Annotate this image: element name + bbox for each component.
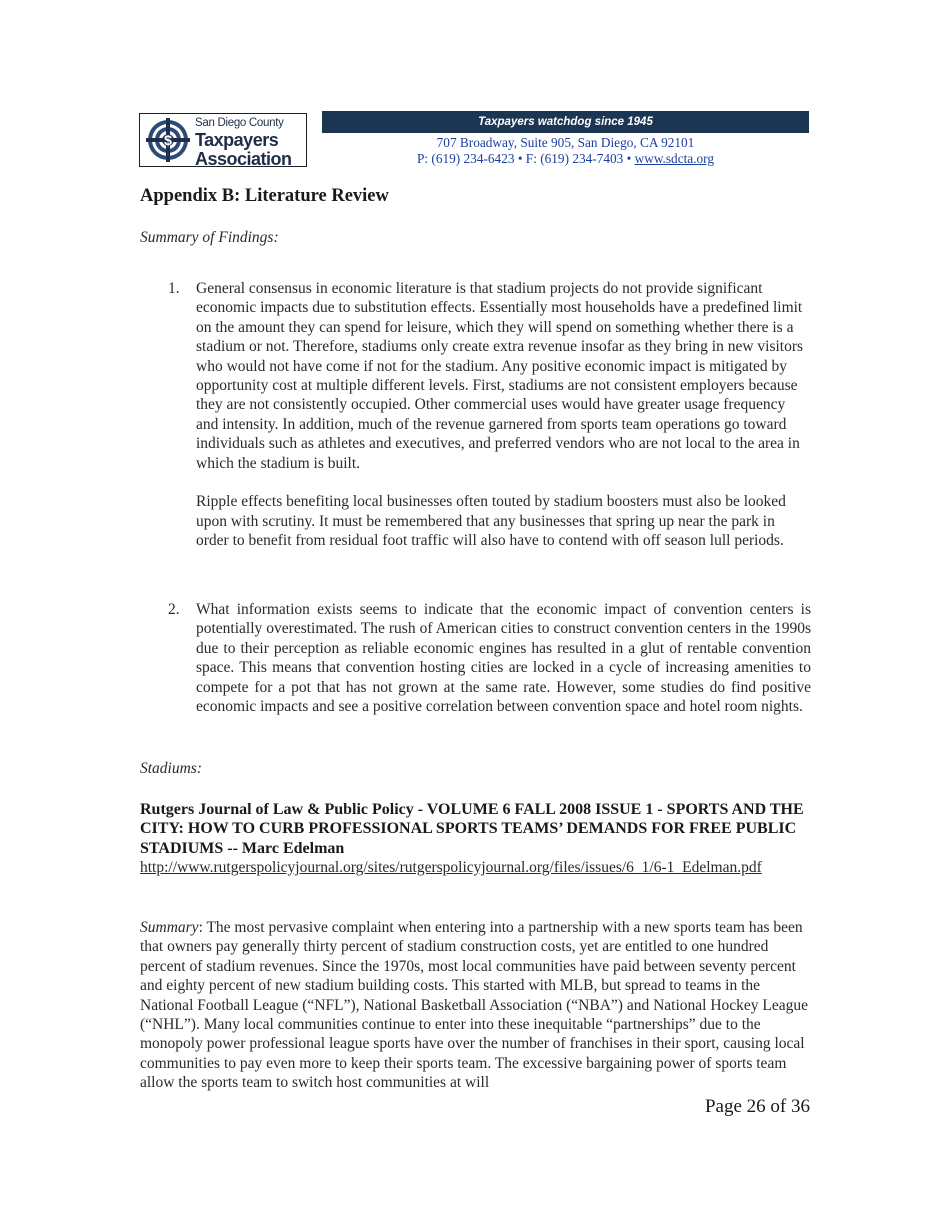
address-line: 707 Broadway, Suite 905, San Diego, CA 92101	[436, 135, 695, 150]
website-link[interactable]: www.sdcta.org	[634, 150, 715, 166]
summary-of-findings-heading: Summary of Findings:	[140, 229, 279, 246]
summary-label: Summary	[140, 919, 199, 936]
article-url-link[interactable]: http://www.rutgerspolicyjournal.org/sites/rutgerspolicyjournal.org/files/issues/6_1/6-1_Edelman.pdf	[140, 859, 762, 876]
logo-line-2: Taxpayers	[195, 129, 279, 150]
finding-paragraph: General consensus in economic literature is that stadium projects do not provide significant economic impacts due to substitution effects. Essentially most households have a predefined limit on the amount they can spend for leisure, which they will spend on something whether there is a stadium or not. Therefore, stadiums only create extra revenue insofar as they bring in new visitors who would not have come if not for the stadium. Any positive economic impact is mitigated by opportunity cost at multiple different levels. First, stadiums are not consistent employers because they are not consistently occupied. Other commercial uses would have greater usage frequency and intensity. In addition, much of the revenue garnered from sports team operations go toward individuals such as athletes and executives, and preferred vendors who are not local to the area in which the stadium is built.	[196, 280, 804, 472]
article-summary	[140, 918, 811, 1093]
findings-list	[140, 279, 811, 551]
finding-item	[140, 600, 811, 716]
findings-list-continued	[140, 600, 811, 716]
phone-fax-line	[322, 151, 809, 167]
sdcta-logo	[139, 113, 307, 167]
contact-address	[322, 135, 809, 166]
logo-wordmark	[195, 117, 305, 168]
page-number: Page 26 of 36	[704, 1096, 810, 1117]
target-emblem-icon	[146, 118, 190, 162]
tagline-banner: Taxpayers watchdog since 1945	[322, 111, 809, 133]
stadiums-heading: Stadiums:	[140, 760, 202, 777]
finding-number: 2.	[168, 601, 180, 618]
page-title: Appendix B: Literature Review	[140, 186, 389, 206]
phone-fax-text: P: (619) 234-6423 • F: (619) 234-7403 •	[416, 150, 635, 166]
logo-line-3: Association	[195, 148, 292, 169]
article-title: Rutgers Journal of Law & Public Policy - VOLUME 6 FALL 2008 ISSUE 1 - SPORTS AND THE CITY: HOW TO CURB PROFESSIONAL SPORTS TEAMS’ DEMANDS FOR FREE PUBLIC STADIUMS -- Marc Edelman	[140, 801, 804, 857]
finding-number: 1.	[168, 280, 180, 297]
logo-line-1: San Diego County	[195, 117, 284, 129]
finding-paragraph: What information exists seems to indicate that the economic impact of convention centers is potentially overestimated. The rush of American cities to construct convention centers in the 1990s due to their perception as reliable economic engines has resulted in a glut of rentable convention space. This means that convention hosting cities are locked in a cycle of increasing amenities to compete for a pot that has not grown at the same rate. However, some studies do find positive economic impacts and see a positive correlation between convention space and hotel room nights.	[196, 601, 811, 716]
finding-item	[140, 279, 811, 551]
finding-paragraph: Ripple effects benefiting local businesses often touted by stadium boosters must also be looked upon with scrutiny. It must be remembered that any businesses that spring up near the park in order to benefit from residual foot traffic will also have to contend with off season lull periods.	[196, 493, 786, 550]
letterhead	[139, 111, 809, 169]
svg-text:$: $	[164, 132, 172, 148]
summary-text: : The most pervasive complaint when entering into a partnership with a new sports team has been that owners pay generally thirty percent of stadium construction costs, yet are entitled to one hundred percent of stadium revenues. Since the 1970s, most local communities have paid between seventy percent and eighty percent of new stadium building costs. This started with MLB, but spread to teams in the National Football League (“NFL”), National Basketball Association (“NBA”) and National Hockey League (“NHL”). Many local communities continue to enter into these inequitable “partnerships” due to the monopoly power professional league sports have over the number of franchises in their sport, causing local communities to pay even more to keep their sports team. The excessive bargaining power of sports team allow the sports team to switch host communities at will	[140, 919, 809, 1092]
